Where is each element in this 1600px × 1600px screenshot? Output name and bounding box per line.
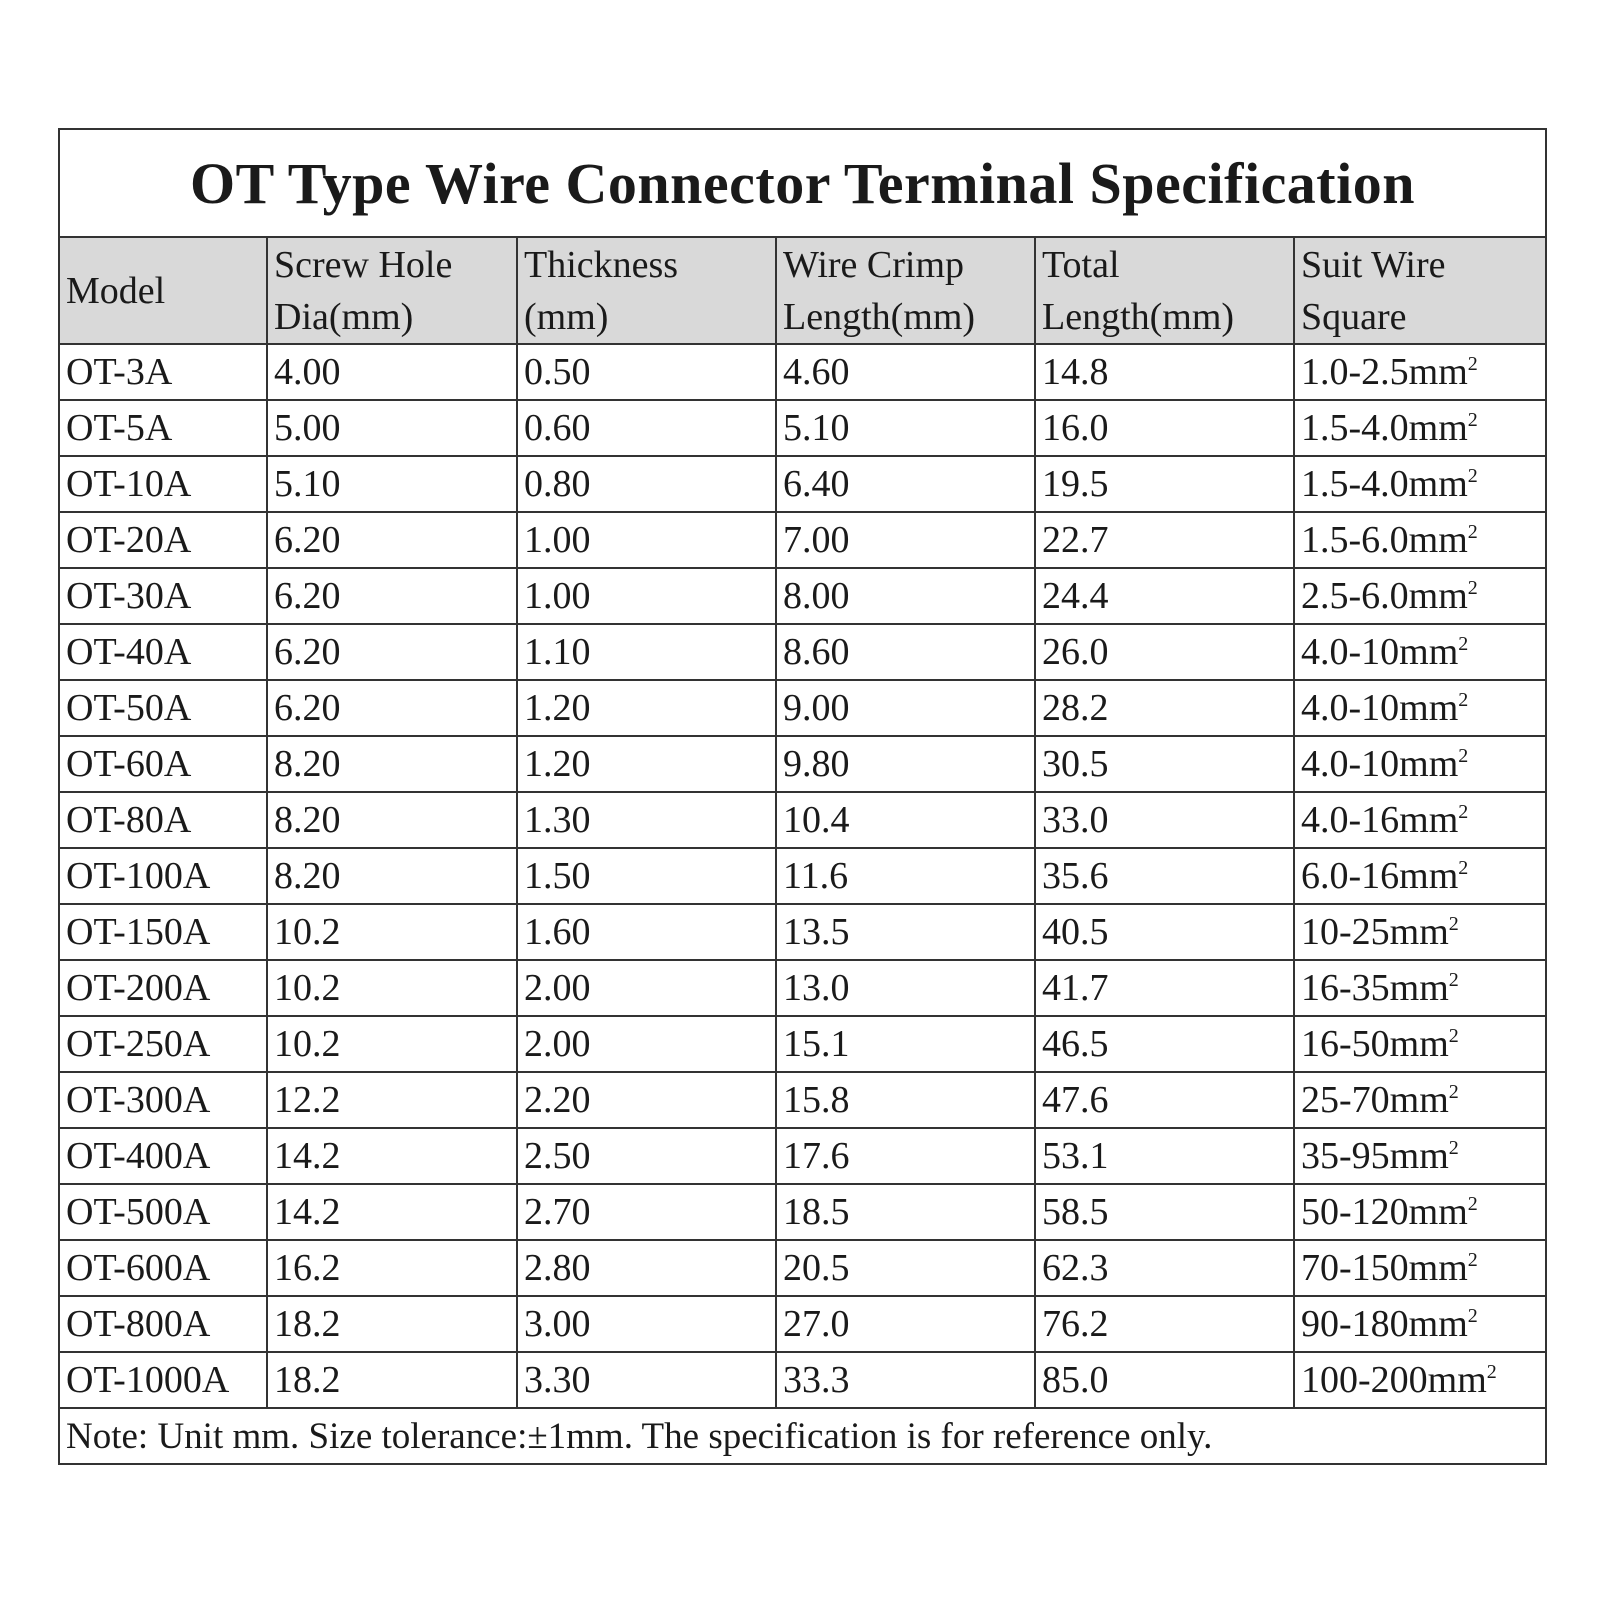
wire-square-value: 1.5-4.0mm — [1301, 463, 1468, 505]
wire-square-superscript: 2 — [1467, 409, 1478, 431]
column-header-label: Thickness — [524, 243, 679, 286]
cell-total-length: 46.5 — [1035, 1016, 1294, 1072]
cell-model: OT-250A — [60, 1016, 267, 1072]
table-row — [60, 960, 1545, 1016]
wire-square-superscript: 2 — [1458, 857, 1469, 879]
cell-thickness: 3.00 — [517, 1296, 776, 1352]
cell-screw-hole-dia: 10.2 — [267, 1016, 517, 1072]
cell-crimp-length: 18.5 — [776, 1184, 1035, 1240]
cell-thickness: 0.50 — [517, 344, 776, 400]
cell-screw-hole-dia: 10.2 — [267, 904, 517, 960]
wire-square-superscript: 2 — [1448, 1137, 1459, 1159]
column-header-label: Wire Crimp — [783, 243, 965, 286]
table-row — [60, 568, 1545, 624]
cell-model: OT-150A — [60, 904, 267, 960]
cell-model: OT-200A — [60, 960, 267, 1016]
cell-model: OT-300A — [60, 1072, 267, 1128]
cell-wire-square — [1294, 848, 1545, 904]
cell-thickness: 1.20 — [517, 680, 776, 736]
cell-crimp-length: 8.60 — [776, 624, 1035, 680]
table-row — [60, 512, 1545, 568]
cell-thickness: 1.60 — [517, 904, 776, 960]
cell-wire-square — [1294, 680, 1545, 736]
wire-square-superscript: 2 — [1467, 1193, 1478, 1215]
cell-total-length: 41.7 — [1035, 960, 1294, 1016]
wire-square-superscript: 2 — [1467, 1305, 1478, 1327]
cell-crimp-length: 11.6 — [776, 848, 1035, 904]
cell-crimp-length: 20.5 — [776, 1240, 1035, 1296]
cell-screw-hole-dia: 12.2 — [267, 1072, 517, 1128]
cell-screw-hole-dia: 4.00 — [267, 344, 517, 400]
cell-wire-square — [1294, 736, 1545, 792]
wire-square-value: 70-150mm — [1301, 1247, 1468, 1289]
cell-screw-hole-dia: 18.2 — [267, 1296, 517, 1352]
wire-square-superscript: 2 — [1458, 745, 1469, 767]
cell-wire-square — [1294, 1296, 1545, 1352]
table-row — [60, 1128, 1545, 1184]
wire-square-value: 35-95mm — [1301, 1135, 1449, 1177]
wire-square-superscript: 2 — [1467, 1249, 1478, 1271]
cell-thickness: 1.10 — [517, 624, 776, 680]
cell-wire-square — [1294, 792, 1545, 848]
wire-square-value: 1.5-6.0mm — [1301, 519, 1468, 561]
cell-wire-square — [1294, 512, 1545, 568]
table-note: Note: Unit mm. Size tolerance:±1mm. The specification is for reference only. — [66, 1415, 1213, 1457]
cell-screw-hole-dia: 6.20 — [267, 680, 517, 736]
table-row — [60, 344, 1545, 400]
table-row — [60, 792, 1545, 848]
cell-crimp-length: 9.80 — [776, 736, 1035, 792]
cell-model: OT-50A — [60, 680, 267, 736]
cell-model: OT-40A — [60, 624, 267, 680]
cell-thickness: 2.20 — [517, 1072, 776, 1128]
wire-square-superscript: 2 — [1458, 801, 1469, 823]
wire-square-value: 100-200mm — [1301, 1359, 1487, 1401]
wire-square-superscript: 2 — [1448, 913, 1459, 935]
cell-crimp-length: 6.40 — [776, 456, 1035, 512]
cell-screw-hole-dia: 10.2 — [267, 960, 517, 1016]
cell-total-length: 28.2 — [1035, 680, 1294, 736]
wire-square-superscript: 2 — [1467, 521, 1478, 543]
column-header-unit: Dia(mm) — [274, 295, 414, 338]
cell-thickness: 2.70 — [517, 1184, 776, 1240]
cell-total-length: 47.6 — [1035, 1072, 1294, 1128]
cell-thickness: 1.50 — [517, 848, 776, 904]
spec-table — [60, 238, 1545, 1409]
cell-model: OT-5A — [60, 400, 267, 456]
wire-square-superscript: 2 — [1458, 633, 1469, 655]
cell-model: OT-80A — [60, 792, 267, 848]
wire-square-value: 6.0-16mm — [1301, 855, 1459, 897]
cell-thickness: 1.30 — [517, 792, 776, 848]
title-row — [60, 130, 1545, 238]
column-header-thickness — [517, 238, 776, 344]
table-row — [60, 904, 1545, 960]
cell-screw-hole-dia: 16.2 — [267, 1240, 517, 1296]
cell-thickness: 2.80 — [517, 1240, 776, 1296]
cell-crimp-length: 5.10 — [776, 400, 1035, 456]
cell-model: OT-30A — [60, 568, 267, 624]
wire-square-value: 16-50mm — [1301, 1023, 1449, 1065]
wire-square-value: 4.0-10mm — [1301, 687, 1459, 729]
cell-model: OT-20A — [60, 512, 267, 568]
cell-thickness: 1.20 — [517, 736, 776, 792]
cell-crimp-length: 10.4 — [776, 792, 1035, 848]
cell-total-length: 35.6 — [1035, 848, 1294, 904]
cell-model: OT-60A — [60, 736, 267, 792]
wire-square-value: 16-35mm — [1301, 967, 1449, 1009]
wire-square-superscript: 2 — [1486, 1361, 1497, 1383]
table-body — [60, 344, 1545, 1408]
table-row — [60, 624, 1545, 680]
column-header-model — [60, 238, 267, 344]
cell-wire-square — [1294, 456, 1545, 512]
cell-crimp-length: 13.0 — [776, 960, 1035, 1016]
cell-total-length: 16.0 — [1035, 400, 1294, 456]
cell-wire-square — [1294, 1128, 1545, 1184]
table-title: OT Type Wire Connector Terminal Specification — [189, 150, 1415, 216]
cell-wire-square — [1294, 960, 1545, 1016]
column-header-wire-square — [1294, 238, 1545, 344]
wire-square-superscript: 2 — [1448, 969, 1459, 991]
cell-thickness: 1.00 — [517, 568, 776, 624]
wire-square-value: 10-25mm — [1301, 911, 1449, 953]
cell-crimp-length: 15.1 — [776, 1016, 1035, 1072]
cell-screw-hole-dia: 6.20 — [267, 624, 517, 680]
cell-total-length: 24.4 — [1035, 568, 1294, 624]
table-row — [60, 1184, 1545, 1240]
wire-square-value: 1.5-4.0mm — [1301, 407, 1468, 449]
cell-total-length: 26.0 — [1035, 624, 1294, 680]
wire-square-value: 1.0-2.5mm — [1301, 351, 1468, 393]
cell-thickness: 2.00 — [517, 960, 776, 1016]
cell-total-length: 22.7 — [1035, 512, 1294, 568]
column-header-label: Screw Hole — [274, 243, 453, 286]
wire-square-superscript: 2 — [1448, 1025, 1459, 1047]
column-header-label: Model — [66, 269, 166, 312]
cell-wire-square — [1294, 904, 1545, 960]
cell-wire-square — [1294, 1016, 1545, 1072]
cell-total-length: 62.3 — [1035, 1240, 1294, 1296]
column-header-unit: (mm) — [524, 295, 609, 338]
cell-model: OT-800A — [60, 1296, 267, 1352]
column-header-label: Suit Wire — [1301, 243, 1446, 286]
cell-total-length: 53.1 — [1035, 1128, 1294, 1184]
cell-crimp-length: 7.00 — [776, 512, 1035, 568]
cell-screw-hole-dia: 6.20 — [267, 512, 517, 568]
table-row — [60, 848, 1545, 904]
table-row — [60, 456, 1545, 512]
cell-wire-square — [1294, 1184, 1545, 1240]
wire-square-value: 90-180mm — [1301, 1303, 1468, 1345]
cell-wire-square — [1294, 1072, 1545, 1128]
cell-screw-hole-dia: 18.2 — [267, 1352, 517, 1408]
table-row — [60, 1072, 1545, 1128]
cell-model: OT-400A — [60, 1128, 267, 1184]
wire-square-superscript: 2 — [1467, 577, 1478, 599]
cell-crimp-length: 8.00 — [776, 568, 1035, 624]
cell-wire-square — [1294, 568, 1545, 624]
cell-total-length: 58.5 — [1035, 1184, 1294, 1240]
column-header-total-length — [1035, 238, 1294, 344]
table-row — [60, 1296, 1545, 1352]
column-header-label: Total — [1042, 243, 1120, 286]
cell-total-length: 40.5 — [1035, 904, 1294, 960]
note-row — [60, 1409, 1545, 1463]
cell-crimp-length: 9.00 — [776, 680, 1035, 736]
cell-crimp-length: 15.8 — [776, 1072, 1035, 1128]
wire-square-value: 4.0-10mm — [1301, 743, 1459, 785]
cell-total-length: 19.5 — [1035, 456, 1294, 512]
cell-total-length: 85.0 — [1035, 1352, 1294, 1408]
cell-wire-square — [1294, 624, 1545, 680]
wire-square-superscript: 2 — [1448, 1081, 1459, 1103]
wire-square-superscript: 2 — [1467, 353, 1478, 375]
cell-wire-square — [1294, 1240, 1545, 1296]
cell-model: OT-1000A — [60, 1352, 267, 1408]
wire-square-value: 50-120mm — [1301, 1191, 1468, 1233]
cell-thickness: 2.50 — [517, 1128, 776, 1184]
spec-table-frame — [58, 128, 1547, 1465]
table-row — [60, 680, 1545, 736]
cell-crimp-length: 27.0 — [776, 1296, 1035, 1352]
column-header-crimp-length — [776, 238, 1035, 344]
wire-square-value: 4.0-16mm — [1301, 799, 1459, 841]
cell-wire-square — [1294, 344, 1545, 400]
wire-square-superscript: 2 — [1458, 689, 1469, 711]
cell-crimp-length: 13.5 — [776, 904, 1035, 960]
column-header-screw-hole-dia — [267, 238, 517, 344]
cell-total-length: 14.8 — [1035, 344, 1294, 400]
cell-model: OT-600A — [60, 1240, 267, 1296]
cell-screw-hole-dia: 14.2 — [267, 1128, 517, 1184]
cell-wire-square — [1294, 1352, 1545, 1408]
cell-screw-hole-dia: 5.10 — [267, 456, 517, 512]
cell-crimp-length: 17.6 — [776, 1128, 1035, 1184]
table-row — [60, 1240, 1545, 1296]
cell-wire-square — [1294, 400, 1545, 456]
cell-crimp-length: 33.3 — [776, 1352, 1035, 1408]
cell-model: OT-500A — [60, 1184, 267, 1240]
cell-total-length: 76.2 — [1035, 1296, 1294, 1352]
cell-screw-hole-dia: 8.20 — [267, 736, 517, 792]
header-row — [60, 238, 1545, 344]
table-row — [60, 1016, 1545, 1072]
wire-square-value: 4.0-10mm — [1301, 631, 1459, 673]
cell-screw-hole-dia: 5.00 — [267, 400, 517, 456]
cell-thickness: 1.00 — [517, 512, 776, 568]
cell-model: OT-100A — [60, 848, 267, 904]
cell-screw-hole-dia: 8.20 — [267, 792, 517, 848]
column-header-unit: Length(mm) — [783, 295, 976, 338]
cell-total-length: 33.0 — [1035, 792, 1294, 848]
column-header-unit: Length(mm) — [1042, 295, 1235, 338]
cell-total-length: 30.5 — [1035, 736, 1294, 792]
table-row — [60, 400, 1545, 456]
cell-model: OT-10A — [60, 456, 267, 512]
table-row — [60, 1352, 1545, 1408]
wire-square-value: 25-70mm — [1301, 1079, 1449, 1121]
cell-thickness: 3.30 — [517, 1352, 776, 1408]
cell-screw-hole-dia: 14.2 — [267, 1184, 517, 1240]
wire-square-superscript: 2 — [1467, 465, 1478, 487]
cell-screw-hole-dia: 6.20 — [267, 568, 517, 624]
wire-square-value: 2.5-6.0mm — [1301, 575, 1468, 617]
cell-screw-hole-dia: 8.20 — [267, 848, 517, 904]
cell-crimp-length: 4.60 — [776, 344, 1035, 400]
column-header-unit: Square — [1301, 295, 1407, 338]
table-row — [60, 736, 1545, 792]
cell-thickness: 0.80 — [517, 456, 776, 512]
cell-thickness: 2.00 — [517, 1016, 776, 1072]
cell-model: OT-3A — [60, 344, 267, 400]
cell-thickness: 0.60 — [517, 400, 776, 456]
